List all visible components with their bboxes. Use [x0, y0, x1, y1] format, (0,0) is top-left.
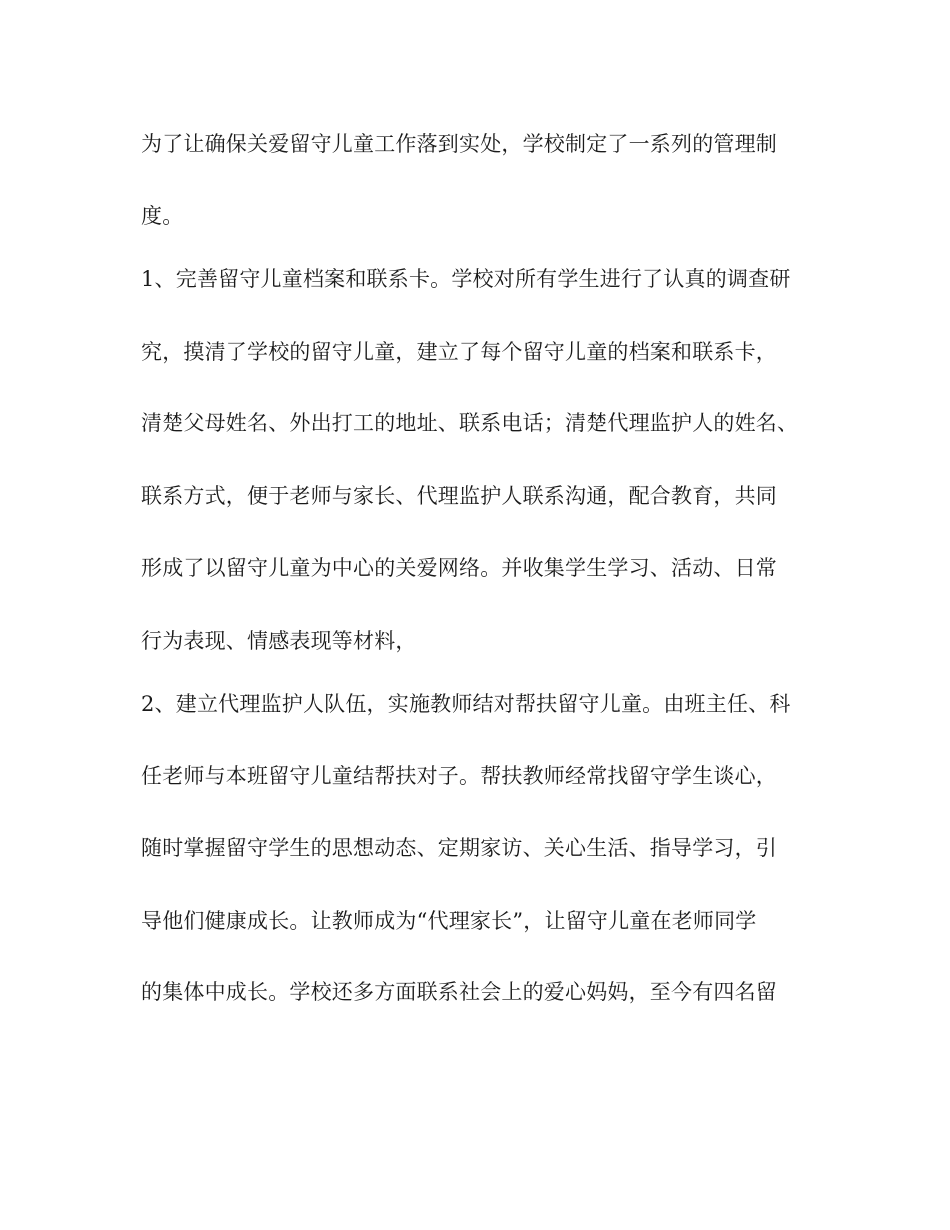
text-line: 2、建立代理监护人队伍，实施教师结对帮扶留守儿童。由班主任、科	[141, 692, 791, 716]
text-line: 随时掌握留守学生的思想动态、定期家访、关心生活、指导学习，引	[141, 836, 777, 860]
text-line: 任老师与本班留守儿童结帮扶对子。帮扶教师经常找留守学生谈心，	[141, 764, 777, 788]
text-line: 联系方式，便于老师与家长、代理监护人联系沟通，配合教育，共同	[141, 484, 777, 508]
text-line: 形成了以留守儿童为中心的关爱网络。并收集学生学习、活动、日常	[141, 556, 777, 580]
text-line: 行为表现、情感表现等材料，	[141, 629, 417, 653]
text-line: 1、完善留守儿童档案和联系卡。学校对所有学生进行了认真的调查研	[141, 267, 791, 291]
text-line: 度。	[141, 204, 184, 228]
text-line: 清楚父母姓名、外出打工的地址、联系电话；清楚代理监护人的姓名、	[141, 411, 799, 435]
text-line: 导他们健康成长。让教师成为“代理家长”，让留守儿童在老师同学	[141, 909, 757, 933]
text-line: 究，摸清了学校的留守儿童，建立了每个留守儿童的档案和联系卡，	[141, 340, 777, 364]
text-line: 的集体中成长。学校还多方面联系社会上的爱心妈妈，至今有四名留	[141, 980, 777, 1004]
text-line: 为了让确保关爱留守儿童工作落到实处，学校制定了一系列的管理制	[141, 132, 777, 156]
